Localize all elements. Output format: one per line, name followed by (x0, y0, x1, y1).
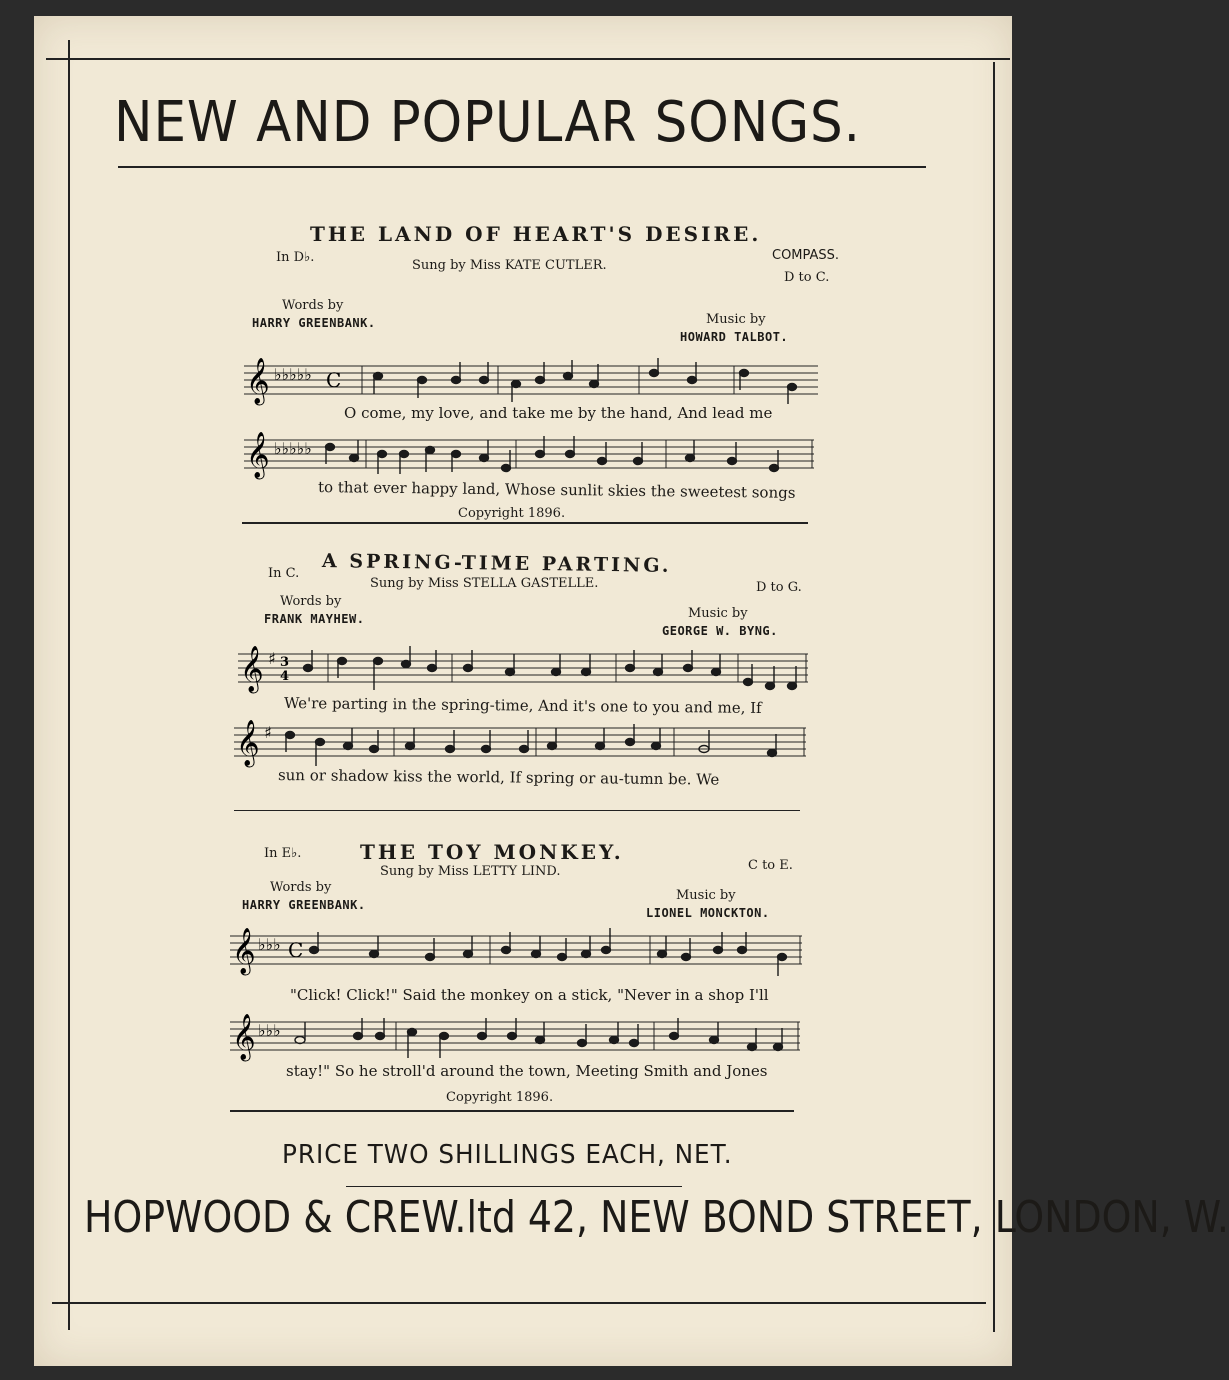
song-1-key: In D♭. (276, 250, 315, 265)
song-1-divider (242, 522, 808, 524)
song-3-words-label: Words by (270, 880, 332, 895)
song-2-staff-1 (238, 642, 808, 698)
svg-text:♭♭♭♭♭: ♭♭♭♭♭ (274, 439, 312, 458)
song-3-key: In E♭. (264, 846, 302, 861)
song-1-copyright: Copyright 1896. (458, 506, 566, 521)
song-2-music-author: GEORGE W. BYNG. (662, 624, 778, 638)
song-1-lyrics-line-2: to that ever happy land, Whose sunlit skies the sweetest songs (317, 478, 796, 502)
frame-top-rule (46, 58, 1010, 60)
song-1-staff-1 (244, 354, 818, 406)
song-2-compass-range: D to G. (756, 580, 802, 595)
svg-text:♭♭♭: ♭♭♭ (258, 1021, 281, 1040)
song-1-compass-label: COMPASS. (772, 248, 840, 263)
song-3-music-label: Music by (676, 888, 736, 903)
song-1-lyrics-line-1: O come, my love, and take me by the hand, And lead me (344, 404, 773, 422)
svg-text:𝄞: 𝄞 (232, 1014, 256, 1060)
svg-text:♯: ♯ (268, 649, 276, 668)
song-1-words-author: HARRY GREENBANK. (252, 316, 376, 330)
song-2-music-label: Music by (688, 606, 748, 621)
song-3-sung-by: Sung by Miss LETTY LIND. (380, 864, 561, 879)
song-3-divider (230, 1110, 794, 1112)
frame-right-rule (993, 62, 995, 1332)
svg-text:𝄞: 𝄞 (236, 720, 260, 766)
page-title: NEW AND POPULAR SONGS. (114, 90, 861, 155)
song-1-music-label: Music by (706, 312, 766, 327)
song-2-title: A SPRING-TIME PARTING. (321, 550, 672, 577)
svg-text:♭♭♭♭♭: ♭♭♭♭♭ (274, 365, 312, 384)
song-2-lyrics-line-1: We're parting in the spring-time, And it's one to you and me, If (283, 694, 762, 718)
song-1-words-label: Words by (282, 298, 344, 313)
song-3-words-author: HARRY GREENBANK. (242, 898, 366, 912)
title-underline (118, 166, 926, 168)
svg-text:𝄞: 𝄞 (246, 358, 270, 404)
song-3-copyright: Copyright 1896. (446, 1090, 554, 1105)
song-1-title: THE LAND OF HEART'S DESIRE. (310, 222, 762, 246)
song-2-staff-2 (234, 716, 806, 772)
song-1-sung-by: Sung by Miss KATE CUTLER. (412, 258, 607, 273)
publisher-imprint: HOPWOOD & CREW.ltd 42, NEW BOND STREET, LONDON, W. (84, 1192, 1229, 1243)
frame-bottom-rule (52, 1302, 986, 1304)
svg-text:𝄞: 𝄞 (240, 646, 264, 692)
song-3-lyrics-line-1: "Click! Click!" Said the monkey on a stick, "Never in a shop I'll (290, 986, 769, 1004)
svg-text:♭♭♭: ♭♭♭ (258, 935, 281, 954)
svg-text:𝄞: 𝄞 (246, 432, 270, 478)
song-3-title: THE TOY MONKEY. (360, 840, 624, 864)
svg-text:♯: ♯ (264, 723, 272, 742)
song-2-words-author: FRANK MAYHEW. (264, 612, 365, 626)
svg-text:4: 4 (280, 669, 290, 684)
svg-text:3: 3 (280, 655, 290, 670)
svg-text:C: C (326, 368, 342, 392)
song-2-key: In C. (268, 566, 300, 581)
song-2-words-label: Words by (280, 594, 342, 609)
svg-text:𝄞: 𝄞 (232, 928, 256, 974)
song-3-staff-2 (230, 1010, 800, 1066)
price-underline (346, 1186, 682, 1187)
song-2-sung-by: Sung by Miss STELLA GASTELLE. (370, 576, 599, 591)
song-1-compass-range: D to C. (784, 270, 830, 285)
song-3-music-author: LIONEL MONCKTON. (646, 906, 770, 920)
price-line: PRICE TWO SHILLINGS EACH, NET. (282, 1140, 733, 1170)
song-2-divider (234, 810, 800, 811)
frame-left-rule (68, 40, 70, 1330)
song-3-compass-range: C to E. (748, 858, 793, 873)
song-3-staff-1 (230, 924, 802, 980)
song-1-music-author: HOWARD TALBOT. (680, 330, 789, 344)
song-3-lyrics-line-2: stay!" So he stroll'd around the town, Meeting Smith and Jones (286, 1062, 768, 1080)
song-2-lyrics-line-2: sun or shadow kiss the world, If spring or au-tumn be. We (277, 766, 720, 789)
svg-text:C: C (288, 938, 304, 962)
